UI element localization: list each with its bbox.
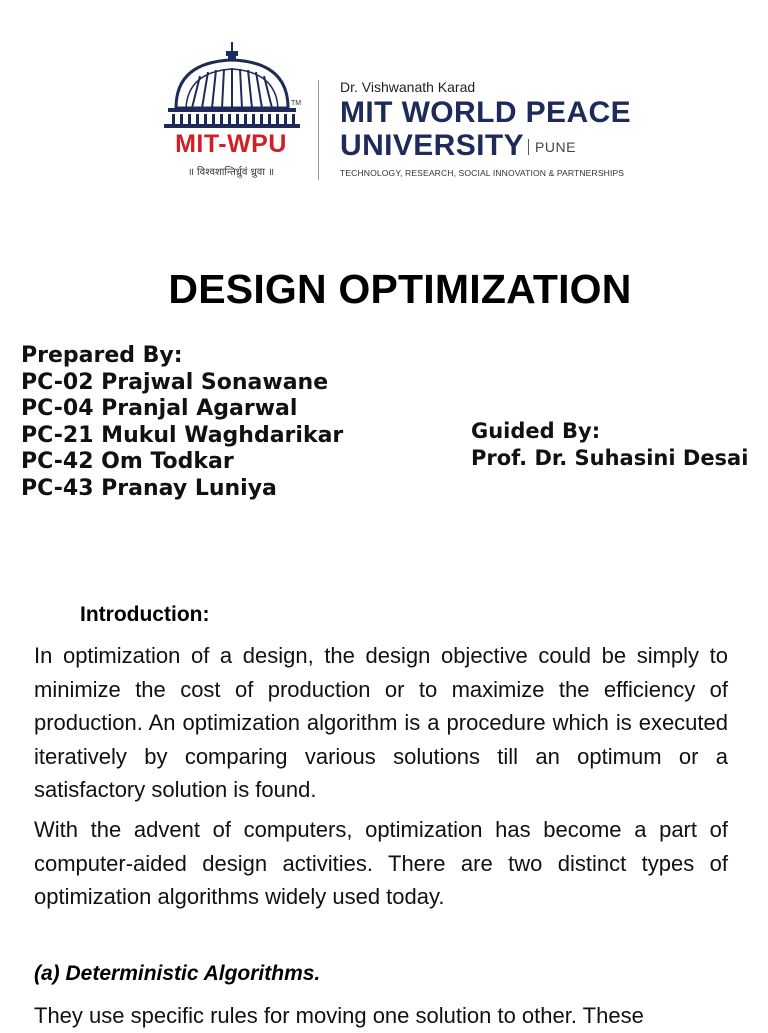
list-item: PC-21 Mukul Waghdarikar	[21, 422, 344, 448]
prepared-by-list	[21, 343, 343, 502]
document-title: DESIGN OPTIMIZATION	[168, 266, 632, 312]
mit-wpu-logo	[154, 38, 304, 188]
university-tagline: TECHNOLOGY, RESEARCH, SOCIAL INNOVATION & PARTNERSHIPS	[340, 167, 625, 178]
university-city: PUNE	[528, 139, 576, 155]
university-name-block	[340, 78, 640, 178]
dome-icon	[154, 38, 304, 133]
university-name-line1: MIT WORLD PEACE	[340, 96, 631, 129]
university-header	[150, 38, 640, 188]
university-name-text: UNIVERSITY	[340, 129, 525, 162]
prepared-by-label: Prepared By:	[21, 343, 183, 368]
guide-name: Prof. Dr. Suhasini Desai	[471, 446, 749, 470]
list-item: PC-43 Pranay Luniya	[21, 475, 277, 501]
deterministic-heading: (a) Deterministic Algorithms.	[34, 962, 321, 985]
introduction-paragraph-1: In optimization of a design, the design objective could be simply to minimize the cost of production or to maximize the efficiency of production. An optimization algorithm is a procedure which is executed iteratively by comparing various solutions till an optimum or a satisfactory solution is found.	[34, 643, 728, 802]
logo-wordmark: MIT-WPU	[175, 130, 287, 158]
guided-by-block	[471, 418, 748, 472]
introduction-paragraph-2: With the advent of computers, optimization has become a part of computer-aided design activities. There are two distinct types of optimization algorithms widely used today.	[34, 817, 728, 909]
introduction-heading: Introduction:	[80, 603, 210, 626]
guided-by-label: Guided By:	[471, 419, 601, 443]
university-subtitle: Dr. Vishwanath Karad	[340, 79, 476, 95]
logo-motto: ॥ विश्वशान्तिर्ध्रुवं ध्रुवा ॥	[187, 167, 275, 178]
list-item: PC-04 Pranjal Agarwal	[21, 396, 298, 421]
logo-divider	[318, 80, 319, 180]
university-name-line2	[340, 129, 640, 164]
list-item: PC-42 Om Todkar	[21, 449, 234, 474]
list-item: PC-02 Prajwal Sonawane	[21, 369, 329, 395]
trademark-mark: TM	[291, 100, 302, 107]
deterministic-paragraph: They use specific rules for moving one solution to other. These	[34, 1003, 644, 1028]
